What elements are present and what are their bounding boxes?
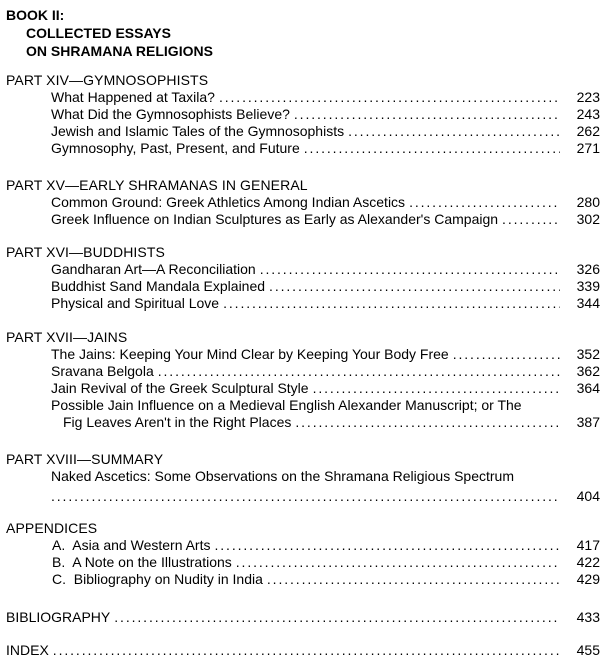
entry-title: The Jains: Keeping Your Mind Clear by Keeping Your Body Free [51, 346, 449, 362]
toc-entry[interactable] [6, 211, 600, 228]
dot-leader [269, 278, 560, 295]
entry-title: Gymnosophy, Past, Present, and Future [51, 140, 300, 156]
entry-title: BIBLIOGRAPHY [6, 609, 111, 625]
toc-entry[interactable] [6, 123, 600, 140]
toc-entry[interactable] [6, 346, 600, 363]
page-number: 429 [576, 571, 600, 587]
page-number: 352 [576, 346, 600, 362]
toc-entry[interactable] [6, 571, 600, 588]
part-xvii [6, 329, 600, 431]
toc-entry[interactable] [6, 89, 600, 106]
page-number: 280 [576, 194, 600, 210]
book-title-line-2: ON SHRAMANA RELIGIONS [26, 43, 213, 59]
dot-leader [304, 140, 560, 157]
page-number: 326 [576, 261, 600, 277]
part-title: PART XVI—BUDDHISTS [6, 244, 165, 260]
dot-leader [53, 642, 560, 659]
entry-title: Sravana Belgola [51, 363, 154, 379]
page-number: 339 [576, 278, 600, 294]
dot-leader [158, 363, 560, 380]
entry-title: Jain Revival of the Greek Sculptural Style [51, 380, 309, 396]
part-xvi [6, 244, 600, 312]
dot-leader [294, 106, 560, 123]
dot-leader [214, 537, 560, 554]
toc-entry-bibliography[interactable] [6, 609, 600, 626]
page-number: 344 [576, 295, 600, 311]
part-xviii [6, 451, 600, 505]
dot-leader [223, 295, 560, 312]
page-number: 422 [576, 554, 600, 570]
dot-leader [267, 571, 560, 588]
toc-entry[interactable] [6, 106, 600, 123]
part-title: PART XVII—JAINS [6, 329, 128, 345]
entry-title: Jewish and Islamic Tales of the Gymnosophists [51, 123, 345, 139]
entry-title: What Did the Gymnosophists Believe? [51, 106, 290, 122]
entry-title-continued: Fig Leaves Aren't in the Right Places [63, 414, 292, 430]
page-number: 262 [576, 123, 600, 139]
page-number: 271 [576, 140, 600, 156]
entry-title: A. Asia and Western Arts [52, 537, 211, 553]
entry-title: Greek Influence on Indian Sculptures as Early as Alexander's Campaign [51, 211, 499, 227]
toc-entry[interactable] [6, 537, 600, 554]
page-number: 404 [576, 488, 600, 504]
dot-leader [260, 261, 560, 278]
entry-title: Buddhist Sand Mandala Explained [51, 278, 266, 294]
page-number: 387 [576, 414, 600, 430]
dot-leader [114, 609, 560, 626]
dot-leader [502, 211, 560, 228]
part-title: PART XIV—GYMNOSOPHISTS [6, 72, 209, 88]
part-title: PART XV—EARLY SHRAMANAS IN GENERAL [6, 177, 308, 193]
page-number: 455 [576, 642, 600, 658]
dot-leader [348, 123, 560, 140]
dot-leader [313, 380, 560, 397]
page-number: 302 [576, 211, 600, 227]
book-title-line-1: COLLECTED ESSAYS [26, 25, 171, 41]
page-number: 223 [576, 89, 600, 105]
entry-title: INDEX [6, 642, 49, 658]
toc-entry[interactable] [6, 295, 600, 312]
bibliography-section [6, 609, 600, 626]
appendices [6, 520, 600, 588]
toc-entry[interactable] [6, 140, 600, 157]
entry-title: Gandharan Art—A Reconciliation [51, 261, 256, 277]
dot-leader [453, 346, 560, 363]
part-title: APPENDICES [6, 520, 98, 536]
page-number: 433 [576, 609, 600, 625]
toc-entry[interactable] [6, 278, 600, 295]
dot-leader [51, 488, 560, 505]
entry-title: Possible Jain Influence on a Medieval English Alexander Manuscript; or The [51, 397, 522, 413]
toc-entry[interactable] [6, 363, 600, 380]
entry-title: Naked Ascetics: Some Observations on the Shramana Religious Spectrum [51, 468, 515, 484]
part-xv [6, 177, 600, 228]
page-number: 243 [576, 106, 600, 122]
index-section [6, 642, 600, 659]
page-number: 417 [576, 537, 600, 553]
page-number: 364 [576, 380, 600, 396]
toc-entry[interactable] [6, 261, 600, 278]
toc-entry[interactable] [6, 380, 600, 397]
toc-entry[interactable] [6, 554, 600, 571]
entry-title: C. Bibliography on Nudity in India [52, 571, 263, 587]
entry-title: Common Ground: Greek Athletics Among Indian Ascetics [51, 194, 406, 210]
page-number: 362 [576, 363, 600, 379]
entry-title: Physical and Spiritual Love [51, 295, 220, 311]
dot-leader [295, 414, 560, 431]
part-title: PART XVIII—SUMMARY [6, 451, 164, 467]
toc-entry[interactable] [6, 468, 600, 505]
book-heading [6, 6, 213, 60]
toc-entry[interactable] [6, 194, 600, 211]
book-number: BOOK II: [6, 7, 65, 23]
entry-title: What Happened at Taxila? [51, 89, 215, 105]
dot-leader [219, 89, 560, 106]
dot-leader [409, 194, 560, 211]
part-xiv [6, 72, 600, 157]
dot-leader [236, 554, 560, 571]
toc-entry[interactable] [6, 397, 600, 431]
entry-title: B. A Note on the Illustrations [52, 554, 232, 570]
toc-entry-index[interactable] [6, 642, 600, 659]
